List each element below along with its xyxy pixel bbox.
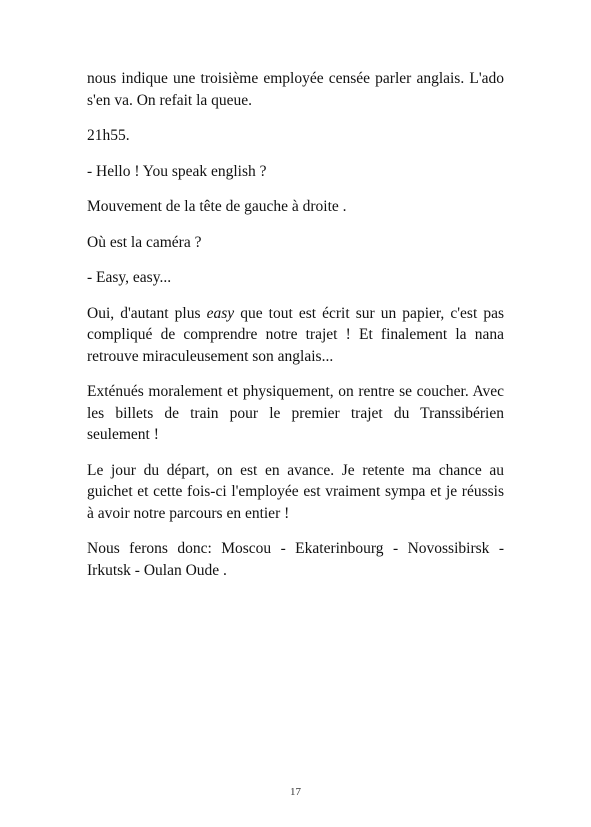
paragraph-paper-start: Oui, d'autant plus (87, 304, 207, 322)
paragraph-departure: Le jour du départ, on est en avance. Je retente ma chance au guichet et cette fois-ci l'employée est vraiment sympa et je réussis à avoir notre parcours en entier ! (87, 461, 504, 522)
paragraph-time: 21h55. (87, 127, 130, 144)
paragraph-exhausted: Exténués moralement et physiquement, on rentre se coucher. Avec les billets de train pour le premier trajet du Transsibérien seulement ! (87, 383, 504, 443)
paragraph-paper (87, 303, 504, 368)
paragraph-itinerary: Nous ferons donc: Moscou - Ekaterinbourg - Novossibirsk - Irkutsk - Oulan Oude . (87, 540, 504, 579)
page-body-text (87, 68, 504, 595)
page-number: 17 (290, 786, 301, 798)
paragraph-easy: - Easy, easy... (87, 269, 172, 286)
paragraph-head-shake: Mouvement de la tête de gauche à droite . (87, 198, 347, 215)
paragraph-queue: nous indique une troisième employée censée parler anglais. L'ado s'en va. On refait la queue. (87, 70, 504, 109)
paragraph-paper-end: que tout est écrit sur un papier, c'est pas compliqué de comprendre notre trajet ! Et finalement la nana retrouve miraculeusement son anglais... (87, 304, 504, 365)
paragraph-camera: Où est la caméra ? (87, 233, 202, 251)
paragraph-hello: - Hello ! You speak english ? (87, 162, 267, 180)
emphasis-easy: easy (206, 304, 235, 322)
